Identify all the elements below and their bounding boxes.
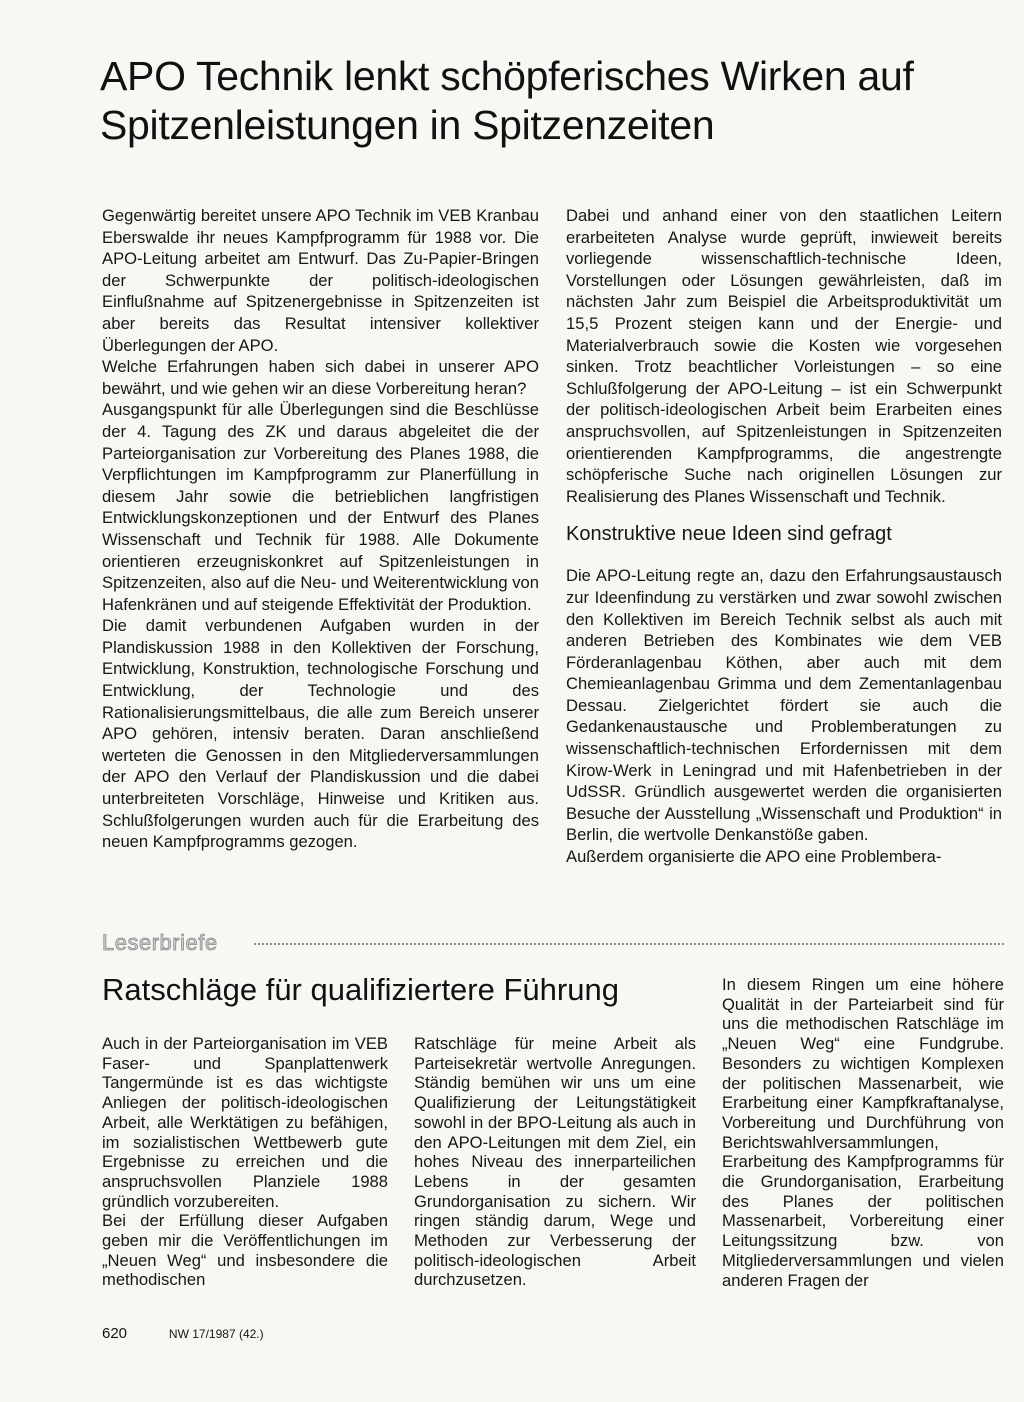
article-paragraph: Dabei und anhand einer von den staatlichen Leitern erarbeiteten Analyse wurde geprüft, inwieweit bereits vorliegende wissenschaftlich-technische Ideen, Vorstellungen oder Lösungen gewährleisten, daß im nächsten Jahr zum Beispiel die Arbeitsproduktivität um 15,5 Prozent steigen kann und der Energie- und Materialverbrauch sowie die Kosten wie vorgesehen sinken. Trotz beachtlicher Vorleistungen – so eine Schlußfolgerung der APO-Leitung – ist ein Schwerpunkt der politisch-ideologischen Arbeit beim Erarbeiten eines anspruchsvollen, auf Spitzenleistungen in Spitzenzeiten orientierenden Kampfprogramms, die angestrengte schöpferische Suche nach originellen Lösungen zur Realisierung des Planes Wissenschaft und Technik. [566, 206, 1002, 506]
article-column-left [102, 205, 539, 853]
article-paragraph: Außerdem organisierte die APO eine Problembera- [566, 847, 942, 867]
letter-column-2 [414, 1034, 696, 1290]
issue-reference: NW 17/1987 (42.) [168, 1327, 264, 1341]
page-footer [102, 1325, 264, 1342]
article-column-right [566, 205, 1002, 868]
letter-column-1 [102, 1034, 388, 1290]
article-paragraph: Ausgangspunkt für alle Überlegungen sind die Beschlüsse der 4. Tagung des ZK und daraus abgeleitet die der Parteiorganisation zur Vorbereitung des Planes 1988, die Verpflichtungen im Kampfprogramm zur Planerfüllung in diesem Jahr sowie die betrieblichen langfristigen Entwicklungskonzeptionen und der Entwurf des Planes Wissenschaft und Technik für 1988. Alle Dokumente orientieren erzeugniskonkret auf Spitzenleistungen in Spitzenzeiten, also auf die Neu- und Weiterentwicklung von Hafenkränen und auf steigende Effektivität der Produktion. [102, 400, 539, 614]
article-paragraph: Gegenwärtig bereitet unsere APO Technik im VEB Kranbau Eberswalde ihr neues Kampfprogramm für 1988 vor. Die APO-Leitung arbeitet am Entwurf. Das Zu-Papier-Bringen der Schwerpunkte der politisch-ideologischen Einflußnahme auf Spitzenergebnisse in Spitzenzeiten ist aber bereits das Resultat intensiver kollektiver Überlegungen der APO. [102, 206, 539, 355]
letter-paragraph: Bei der Erfüllung dieser Aufgaben geben mir die Veröffentlichungen im „Neuen Weg“ und insbesondere die methodischen [102, 1211, 388, 1290]
letter-headline: Ratschläge für qualifiziertere Führung [102, 972, 619, 1007]
letter-paragraph: Auch in der Parteiorganisation im VEB Faser- und Spanplattenwerk Tangermünde ist es das wichtigste Anliegen der politisch-ideologischen Arbeit, alle Werktätigen zu befähigen, im sozialistischen Wettbewerb gute Ergebnisse zu erreichen und die anspruchsvollen Planziele 1988 gründlich vorzubereiten. [102, 1034, 388, 1211]
article-paragraph: Die damit verbundenen Aufgaben wurden in der Plandiskussion 1988 in den Kollektiven der Forschung, Entwicklung, Konstruktion, technologische Forschung und Entwicklung, der Technologie und des Rationalisierungsmittelbaus, die alle zum Bereich unserer APO gehören, intensiv beraten. Daran anschließend werteten die Genossen in den Mitgliederversammlungen der APO den Verlauf der Plandiskussion und die dabei unterbreiteten Vorschläge, Hinweise und Kritiken aus. Schlußfolgerungen wurden auch für die Erarbeitung des neuen Kampfprogramms gezogen. [102, 616, 539, 852]
section-divider [254, 943, 1004, 945]
article-subheading: Konstruktive neue Ideen sind gefragt [566, 523, 892, 546]
letter-paragraph: In diesem Ringen um eine höhere Qualität in der Parteiarbeit sind für uns die methodischen Ratschläge im „Neuen Weg“ eine Fundgrube. Besonders zu wichtigen Komplexen der politischen Massenarbeit, wie Erarbeitung einer Kampfkraftanalyse, Vorbereitung und Durchführung von Berichtswahlversammlungen, Erarbeitung des Kampfprogramms für die Grundorganisation, Erarbeitung des Planes der politischen Massenarbeit, Vorbereitung einer Leitungssitzung bzw. von Mitgliederversammlungen und vielen anderen Fragen der [722, 975, 1004, 1290]
page-number: 620 [102, 1325, 128, 1342]
article-paragraph: Die APO-Leitung regte an, dazu den Erfahrungsaustausch zur Ideenfindung zu verstärken und zwar sowohl zwischen den Kollektiven im Bereich Technik selbst als auch mit anderen Betrieben des Kombinates wie dem VEB Förderanlagenbau Köthen, aber auch mit dem Chemieanlagenbau Grimma und dem Zementanlagenbau Dessau. Zielgerichtet fördert sie auch die Gedankenaustausche und Problemberatungen zu wissenschaftlich-technischen Erfordernissen mit dem Kirow-Werk in Leningrad und mit Hafenbetrieben in der UdSSR. Gründlich ausgewertet werden die organisierten Besuche der Ausstellung „Wissenschaft und Produktion“ in Berlin, die wertvolle Denkanstöße gaben. [566, 566, 1002, 845]
article-paragraph: Welche Erfahrungen haben sich dabei in unserer APO bewährt, und wie gehen wir an diese Vorbereitung heran? [102, 357, 539, 398]
letters-section-header [102, 928, 1004, 958]
letter-paragraph: Ratschläge für meine Arbeit als Parteisekretär wertvolle Anregungen. Ständig bemühen wir uns um eine Qualifizierung der Leitungstätigkeit sowohl in der BPO-Leitung als auch in den APO-Leitungen mit dem Ziel, ein hohes Niveau des innerparteilichen Lebens in der gesamten Grundorganisation zu sichern. Wir ringen ständig darum, Wege und Methoden zur Verbesserung der politisch-ideologischen Arbeit durchzusetzen. [414, 1034, 696, 1290]
letter-column-3 [722, 975, 1004, 1290]
article-headline: APO Technik lenkt schöpferisches Wirken auf Spitzenleistungen in Spitzenzeiten [100, 53, 914, 148]
letters-section-label: Leserbriefe [102, 930, 218, 955]
